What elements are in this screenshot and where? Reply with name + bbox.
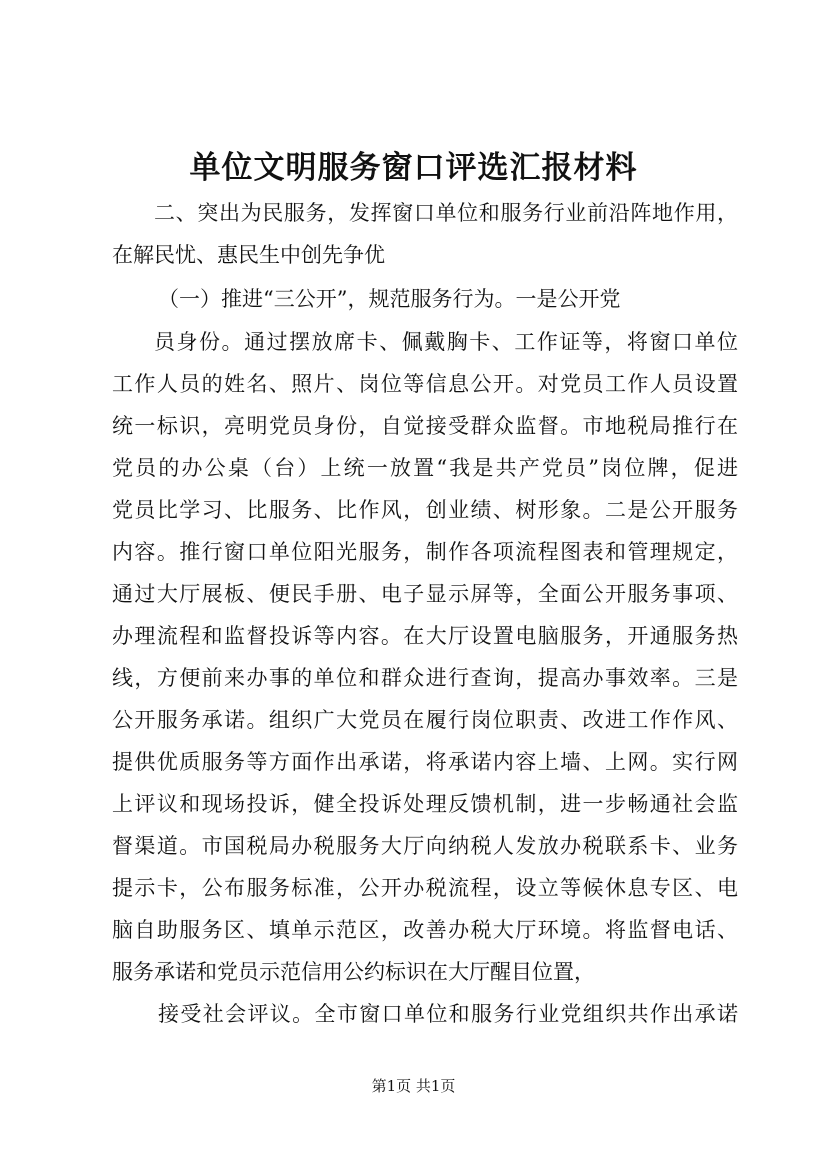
page-footer: 第1页 共1页: [371, 1077, 456, 1095]
paragraph-line: 在解民忧、惠民生中创先争优: [112, 243, 385, 267]
paragraph-line: 公开服务承诺。组织广大党员在履行岗位职责、改进工作作风、: [112, 708, 738, 732]
paragraph-line: 线，方便前来办事的单位和群众进行查询，提高办事效率。三是: [112, 666, 738, 690]
paragraph-line: 内容。推行窗口单位阳光服务，制作各项流程图表和管理规定，: [112, 540, 738, 564]
paragraph-line: 党员的办公桌（台）上统一放置“我是共产党员”岗位牌，促进: [112, 456, 738, 480]
paragraph-line: 服务承诺和党员示范信用公约标识在大厅醒目位置，: [112, 960, 595, 984]
document-title: 单位文明服务窗口评选汇报材料: [189, 150, 638, 186]
paragraph-line: 督渠道。市国税局办税服务大厅向纳税人发放办税联系卡、业务: [112, 834, 738, 858]
paragraph-line: 接受社会评议。全市窗口单位和服务行业党组织共作出承诺: [158, 1002, 738, 1026]
paragraph-line: 脑自助服务区、填单示范区，改善办税大厅环境。将监督电话、: [112, 918, 738, 942]
paragraph-line: 办理流程和监督投诉等内容。在大厅设置电脑服务，开通服务热: [112, 624, 738, 648]
paragraph-line: 党员比学习、比服务、比作风，创业绩、树形象。二是公开服务: [112, 498, 738, 522]
paragraph-line: 员身份。通过摆放席卡、佩戴胸卡、工作证等，将窗口单位: [154, 330, 738, 354]
paragraph-line: 通过大厅展板、便民手册、电子显示屏等，全面公开服务事项、: [112, 582, 738, 606]
paragraph-line: 上评议和现场投诉，健全投诉处理反馈机制，进一步畅通社会监: [112, 792, 738, 816]
paragraph-line: （一）推进“三公开”，规范服务行为。一是公开党: [158, 287, 621, 311]
paragraph-line: 提示卡，公布服务标准，公开办税流程，设立等候休息专区、电: [112, 876, 738, 900]
paragraph-line: 统一标识，亮明党员身份，自觉接受群众监督。市地税局推行在: [112, 414, 738, 438]
paragraph-line: 提供优质服务等方面作出承诺，将承诺内容上墙、上网。实行网: [112, 750, 738, 774]
paragraph-line: 二、突出为民服务，发挥窗口单位和服务行业前沿阵地作用，: [154, 201, 738, 225]
paragraph-line: 工作人员的姓名、照片、岗位等信息公开。对党员工作人员设置: [112, 372, 738, 396]
